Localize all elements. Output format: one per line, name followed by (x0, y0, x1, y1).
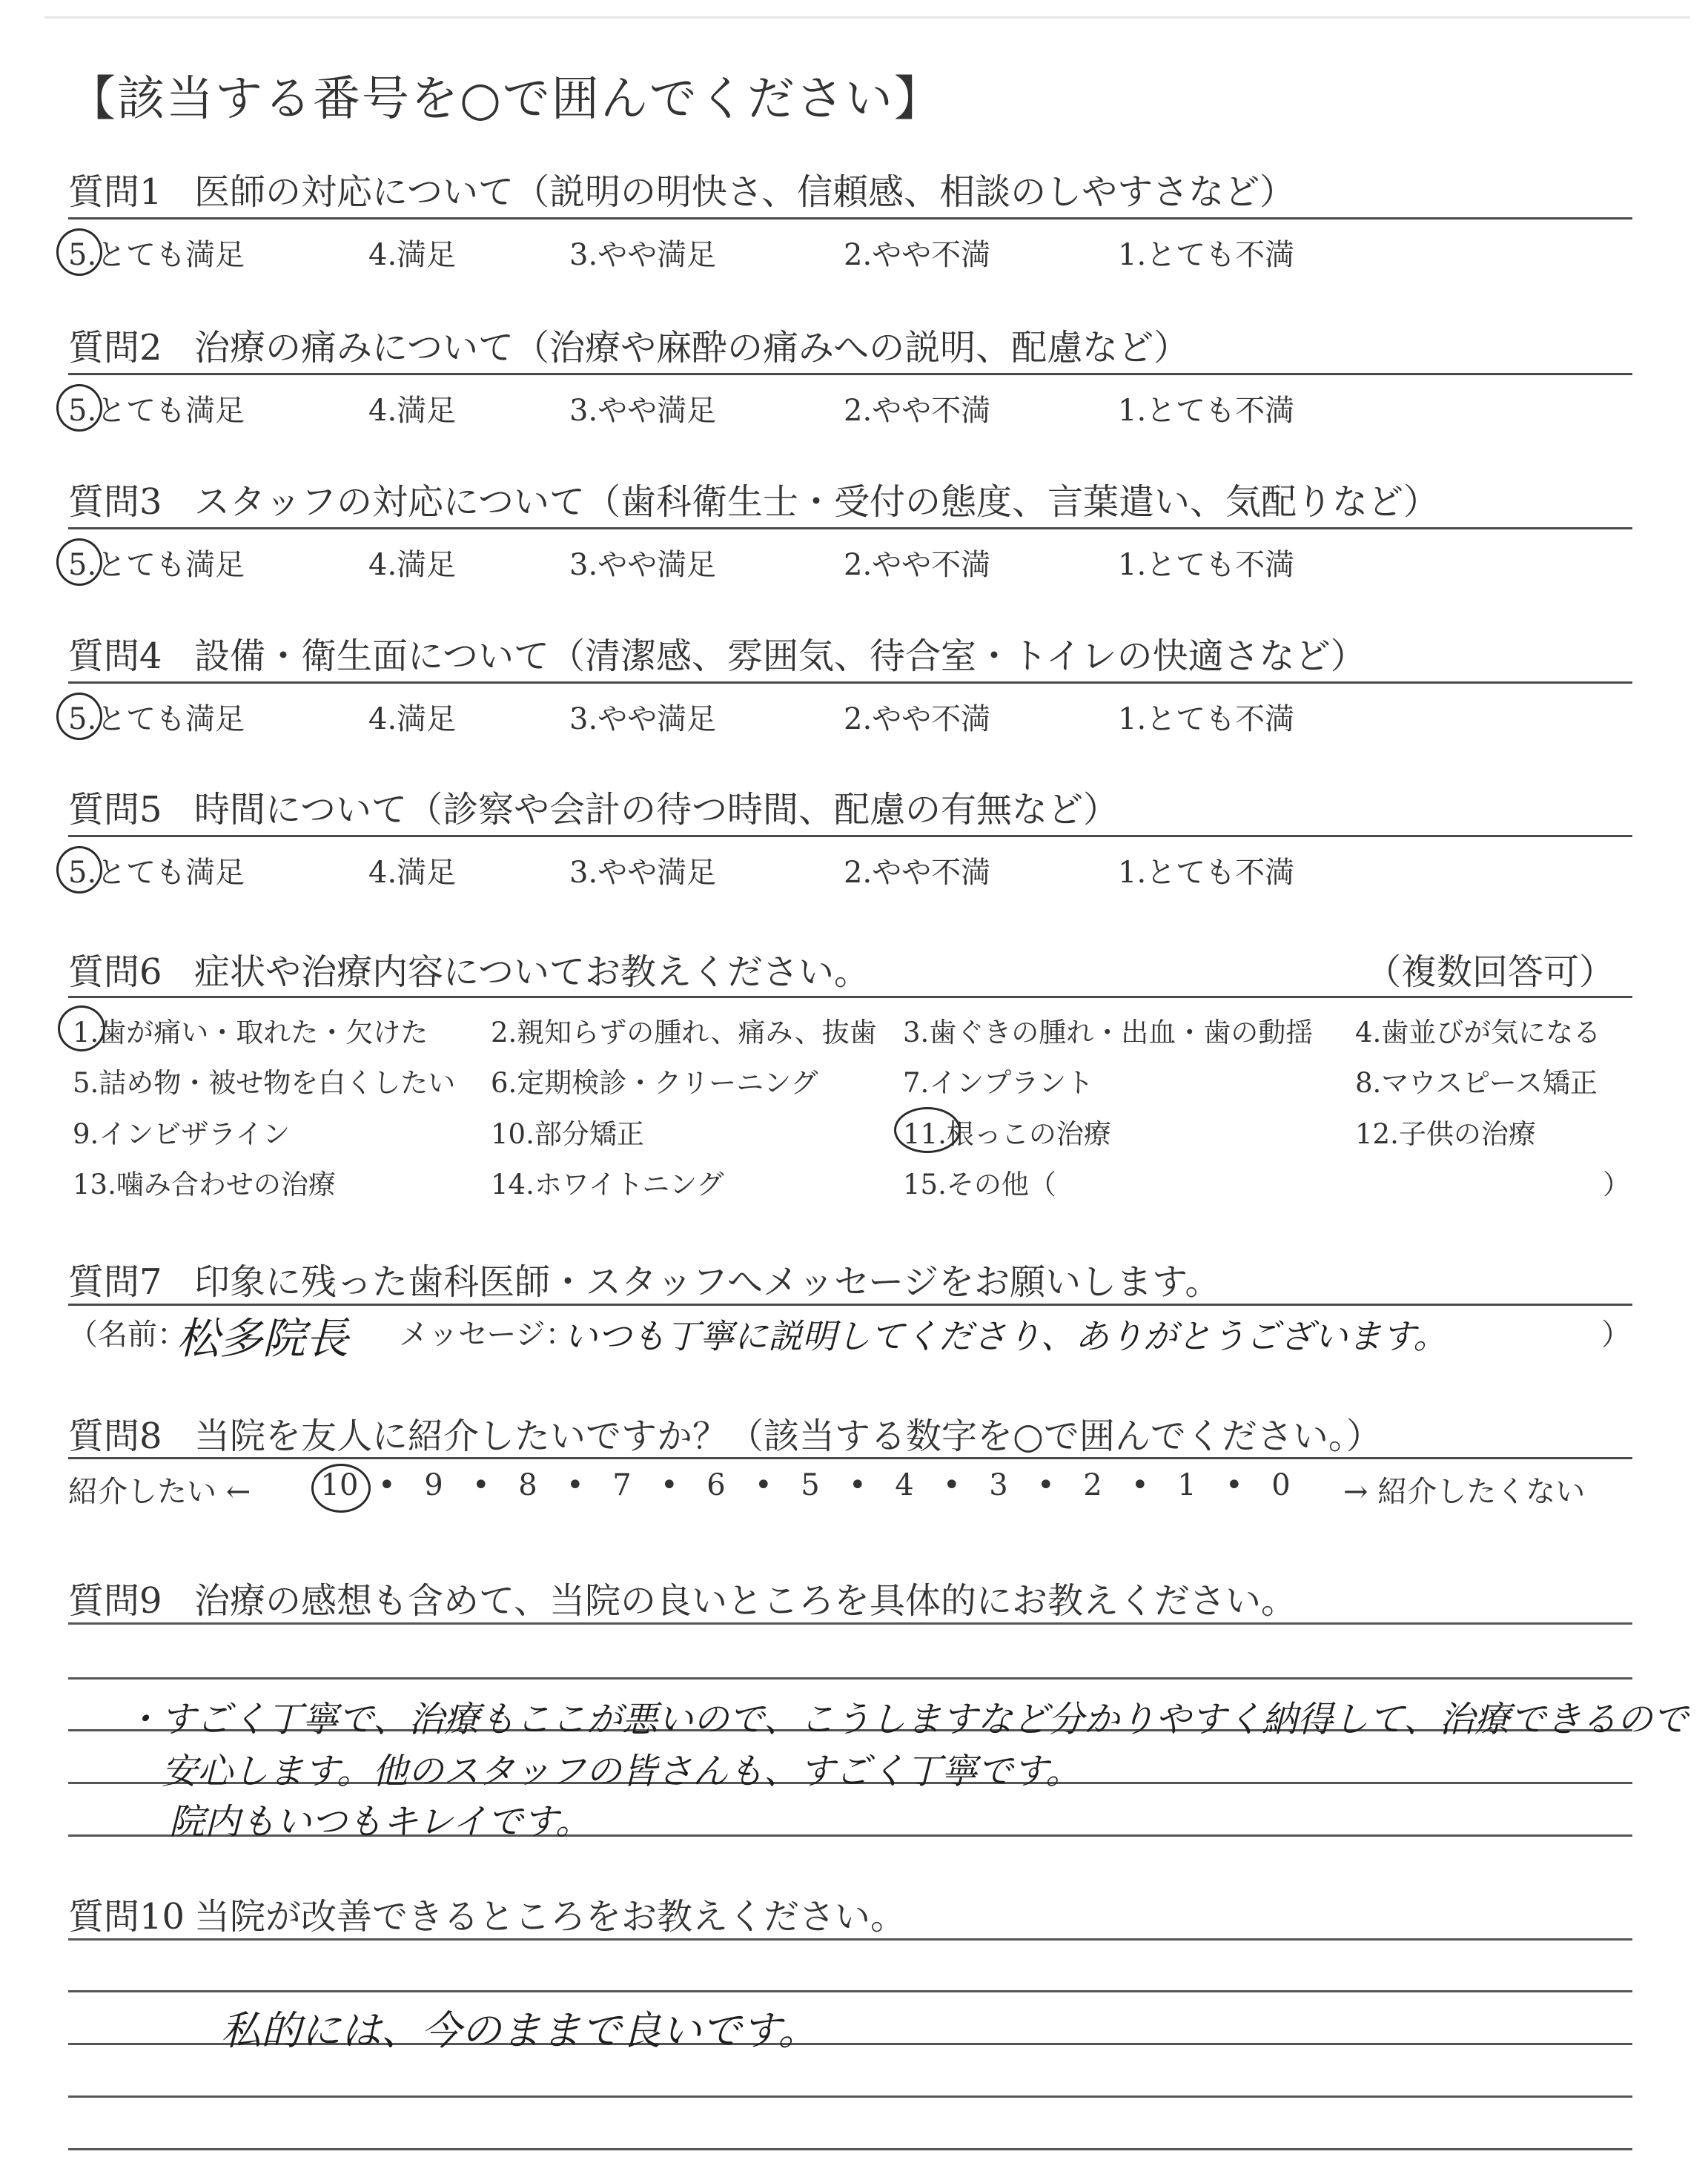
q6-option[interactable]: 6.定期検診・クリーニング (491, 1067, 818, 1099)
q8-label: 質問8 (68, 1416, 162, 1457)
q5-underline (68, 835, 1632, 837)
q8-scale-separator: • (472, 1468, 490, 1502)
q6-note: （複数回答可） (1366, 951, 1615, 993)
q5-option[interactable]: 5.とても満足 (68, 856, 245, 890)
q1-underline (68, 217, 1632, 219)
q8-scale-value[interactable]: 6 (706, 1468, 726, 1502)
q9-answer-line: 院内もいつもキレイです。 (169, 1801, 592, 1843)
q1-option[interactable]: 4.満足 (368, 238, 457, 272)
q1-label: 質問1 (68, 171, 162, 213)
q7-name-value: 松多院長 (176, 1313, 349, 1364)
q2-option[interactable]: 5.とても満足 (68, 394, 245, 428)
q4-label: 質問4 (68, 635, 162, 677)
q9-line-1 (68, 1622, 1632, 1625)
q3-option[interactable]: 4.満足 (368, 548, 457, 582)
q6-option[interactable]: 5.詰め物・被せ物を白くしたい (73, 1067, 456, 1099)
q7-text: 印象に残った歯科医師・スタッフへメッセージをお願いします。 (194, 1261, 1221, 1303)
q10-answer-line: 私的には、今のままで良いです。 (221, 2007, 818, 2054)
q9-answer-line: 安心します。他のスタッフの皆さんも、すごく丁寧です。 (162, 1751, 1082, 1792)
q7-heading (68, 1253, 1220, 1304)
q3-option[interactable]: 1.とても不満 (1118, 548, 1295, 582)
q8-scale-separator: • (378, 1468, 396, 1502)
q8-scale-value[interactable]: 0 (1271, 1468, 1291, 1502)
q6-selection-circle (58, 1005, 105, 1051)
q6-option[interactable]: 14.ホワイトニング (491, 1169, 724, 1200)
instruction-heading: 【該当する番号を○で囲んでください】 (68, 72, 943, 127)
q8-scale-value[interactable]: 8 (518, 1468, 537, 1502)
q10-line-4 (68, 2095, 1632, 2098)
q4-option[interactable]: 1.とても不満 (1118, 702, 1295, 736)
q9-answer-line: ・すごく丁寧で、治療もここが悪いので、こうしますなど分かりやすく納得して、治療できるので (125, 1699, 1689, 1740)
q8-scale-value[interactable]: 5 (801, 1468, 820, 1502)
q7-label: 質問7 (68, 1261, 162, 1303)
q8-scale-separator: • (943, 1468, 961, 1502)
q3-option[interactable]: 2.やや不満 (844, 548, 991, 582)
q8-scale-value[interactable]: 10 (320, 1468, 359, 1502)
q2-option[interactable]: 3.やや満足 (569, 394, 717, 428)
q10-line-5 (68, 2148, 1632, 2150)
q6-option[interactable]: 4.歯並びが気になる (1355, 1017, 1601, 1048)
q5-option[interactable]: 4.満足 (368, 856, 457, 890)
q1-option[interactable]: 3.やや満足 (569, 238, 717, 272)
q3-text: スタッフの対応について（歯科衛生士・受付の態度、言葉遣い、気配りなど） (194, 481, 1440, 523)
q1-option[interactable]: 1.とても不満 (1118, 238, 1295, 272)
q4-option[interactable]: 2.やや不満 (844, 702, 991, 736)
q2-text: 治療の痛みについて（治療や麻酔の痛みへの説明、配慮など） (194, 327, 1190, 369)
q8-scale-value[interactable]: 9 (424, 1468, 443, 1502)
q4-option[interactable]: 5.とても満足 (68, 702, 245, 736)
q1-option[interactable]: 5.とても満足 (68, 238, 245, 272)
q6-option[interactable]: 13.噛み合わせの治療 (73, 1169, 336, 1200)
q8-scale-separator: • (849, 1468, 867, 1502)
q2-option[interactable]: 4.満足 (368, 394, 457, 428)
q6-option[interactable]: 10.部分矯正 (491, 1118, 644, 1150)
q3-option[interactable]: 3.やや満足 (569, 548, 717, 582)
q6-option[interactable]: 11.根っこの治療 (903, 1118, 1111, 1150)
q6-option[interactable]: 2.親知らずの腫れ、痛み、抜歯 (491, 1017, 877, 1048)
q8-selection-circle (311, 1464, 371, 1513)
q6-heading (68, 943, 870, 994)
q6-option[interactable]: 3.歯ぐきの腫れ・出血・歯の動揺 (903, 1017, 1314, 1048)
q5-heading (68, 781, 1119, 832)
q8-scale-separator: • (661, 1468, 678, 1502)
q3-option[interactable]: 5.とても満足 (68, 548, 245, 582)
q5-text: 時間について（診察や会計の待つ時間、配慮の有無など） (194, 789, 1119, 830)
q6-selection-circle (894, 1107, 961, 1153)
q4-selection-circle (56, 693, 102, 740)
q6-text: 症状や治療内容についてお教えください。 (194, 951, 870, 993)
q8-scale-value[interactable]: 4 (895, 1468, 914, 1502)
q6-option[interactable]: 8.マウスピース矯正 (1355, 1067, 1598, 1099)
q8-text: 当院を友人に紹介したいですか？（該当する数字を○で囲んでください。） (194, 1416, 1382, 1457)
q8-scale-separator: • (566, 1468, 584, 1502)
q10-label: 質問10 (68, 1896, 185, 1938)
q8-scale-value[interactable]: 7 (612, 1468, 632, 1502)
q6-option[interactable]: 1.歯が痛い・取れた・欠けた (73, 1017, 428, 1048)
q4-heading (68, 627, 1366, 678)
q10-line-2 (68, 1990, 1632, 1992)
q10-heading (68, 1888, 906, 1939)
q8-scale-separator: • (755, 1468, 772, 1502)
q6-option[interactable]: 9.インビザライン (73, 1118, 291, 1150)
q10-text: 当院が改善できるところをお教えください。 (194, 1896, 907, 1938)
q9-heading (68, 1572, 1297, 1623)
q7-close-paren: ） (1601, 1318, 1631, 1352)
q8-scale-separator: • (1037, 1468, 1055, 1502)
top-divider (44, 16, 1690, 19)
q4-option[interactable]: 3.やや満足 (569, 702, 717, 736)
q7-message-label: メッセージ： (399, 1318, 575, 1352)
q6-option[interactable]: 15.その他（ (903, 1169, 1056, 1200)
q7-name-label: （名前： (68, 1318, 187, 1352)
q6-option[interactable]: 7.インプラント (903, 1067, 1094, 1099)
q2-option[interactable]: 2.やや不満 (844, 394, 991, 428)
q4-text: 設備・衛生面について（清潔感、雰囲気、待合室・トイレの快適さなど） (194, 635, 1366, 677)
q4-underline (68, 681, 1632, 684)
q3-heading (68, 473, 1439, 524)
q8-scale-separator: • (1225, 1468, 1243, 1502)
q9-text: 治療の感想も含めて、当院の良いところを具体的にお教えください。 (194, 1580, 1297, 1622)
q5-option[interactable]: 2.やや不満 (844, 856, 991, 890)
q2-label: 質問2 (68, 327, 162, 369)
q8-scale-value[interactable]: 2 (1083, 1468, 1102, 1502)
q2-option[interactable]: 1.とても不満 (1118, 394, 1295, 428)
q1-text: 医師の対応について（説明の明快さ、信頼感、相談のしやすさなど） (194, 171, 1296, 213)
q8-underline (68, 1457, 1632, 1459)
q1-heading (68, 163, 1295, 214)
q3-selection-circle (56, 538, 102, 586)
q5-option[interactable]: 1.とても不満 (1118, 856, 1295, 890)
q10-line-1 (68, 1938, 1632, 1941)
q6-label: 質問6 (68, 951, 162, 993)
q8-scale-separator: • (1131, 1468, 1149, 1502)
q1-option[interactable]: 2.やや不満 (844, 238, 991, 272)
q4-option[interactable]: 4.満足 (368, 702, 457, 736)
q5-selection-circle (56, 846, 102, 894)
q2-heading (68, 319, 1189, 370)
q1-selection-circle (56, 228, 102, 276)
q8-right-label: → 紹介したくない (1343, 1475, 1586, 1509)
q2-selection-circle (56, 384, 102, 432)
q8-scale-value[interactable]: 1 (1177, 1468, 1196, 1502)
q3-label: 質問3 (68, 481, 162, 523)
q8-scale-value[interactable]: 3 (989, 1468, 1008, 1502)
q8-heading (68, 1407, 1382, 1459)
q6-option[interactable]: 12.子供の治療 (1355, 1118, 1536, 1150)
q5-label: 質問5 (68, 789, 162, 830)
q8-left-label: 紹介したい ← (68, 1475, 251, 1509)
q9-label: 質問9 (68, 1580, 162, 1622)
q7-message-value: いつも丁寧に説明してくださり、ありがとうございます。 (563, 1316, 1448, 1356)
q3-underline (68, 527, 1632, 529)
q2-underline (68, 373, 1632, 375)
q6-underline (68, 996, 1632, 998)
q9-line-2 (68, 1677, 1632, 1680)
q6-option[interactable]: ） (1603, 1169, 1630, 1200)
q5-option[interactable]: 3.やや満足 (569, 856, 717, 890)
